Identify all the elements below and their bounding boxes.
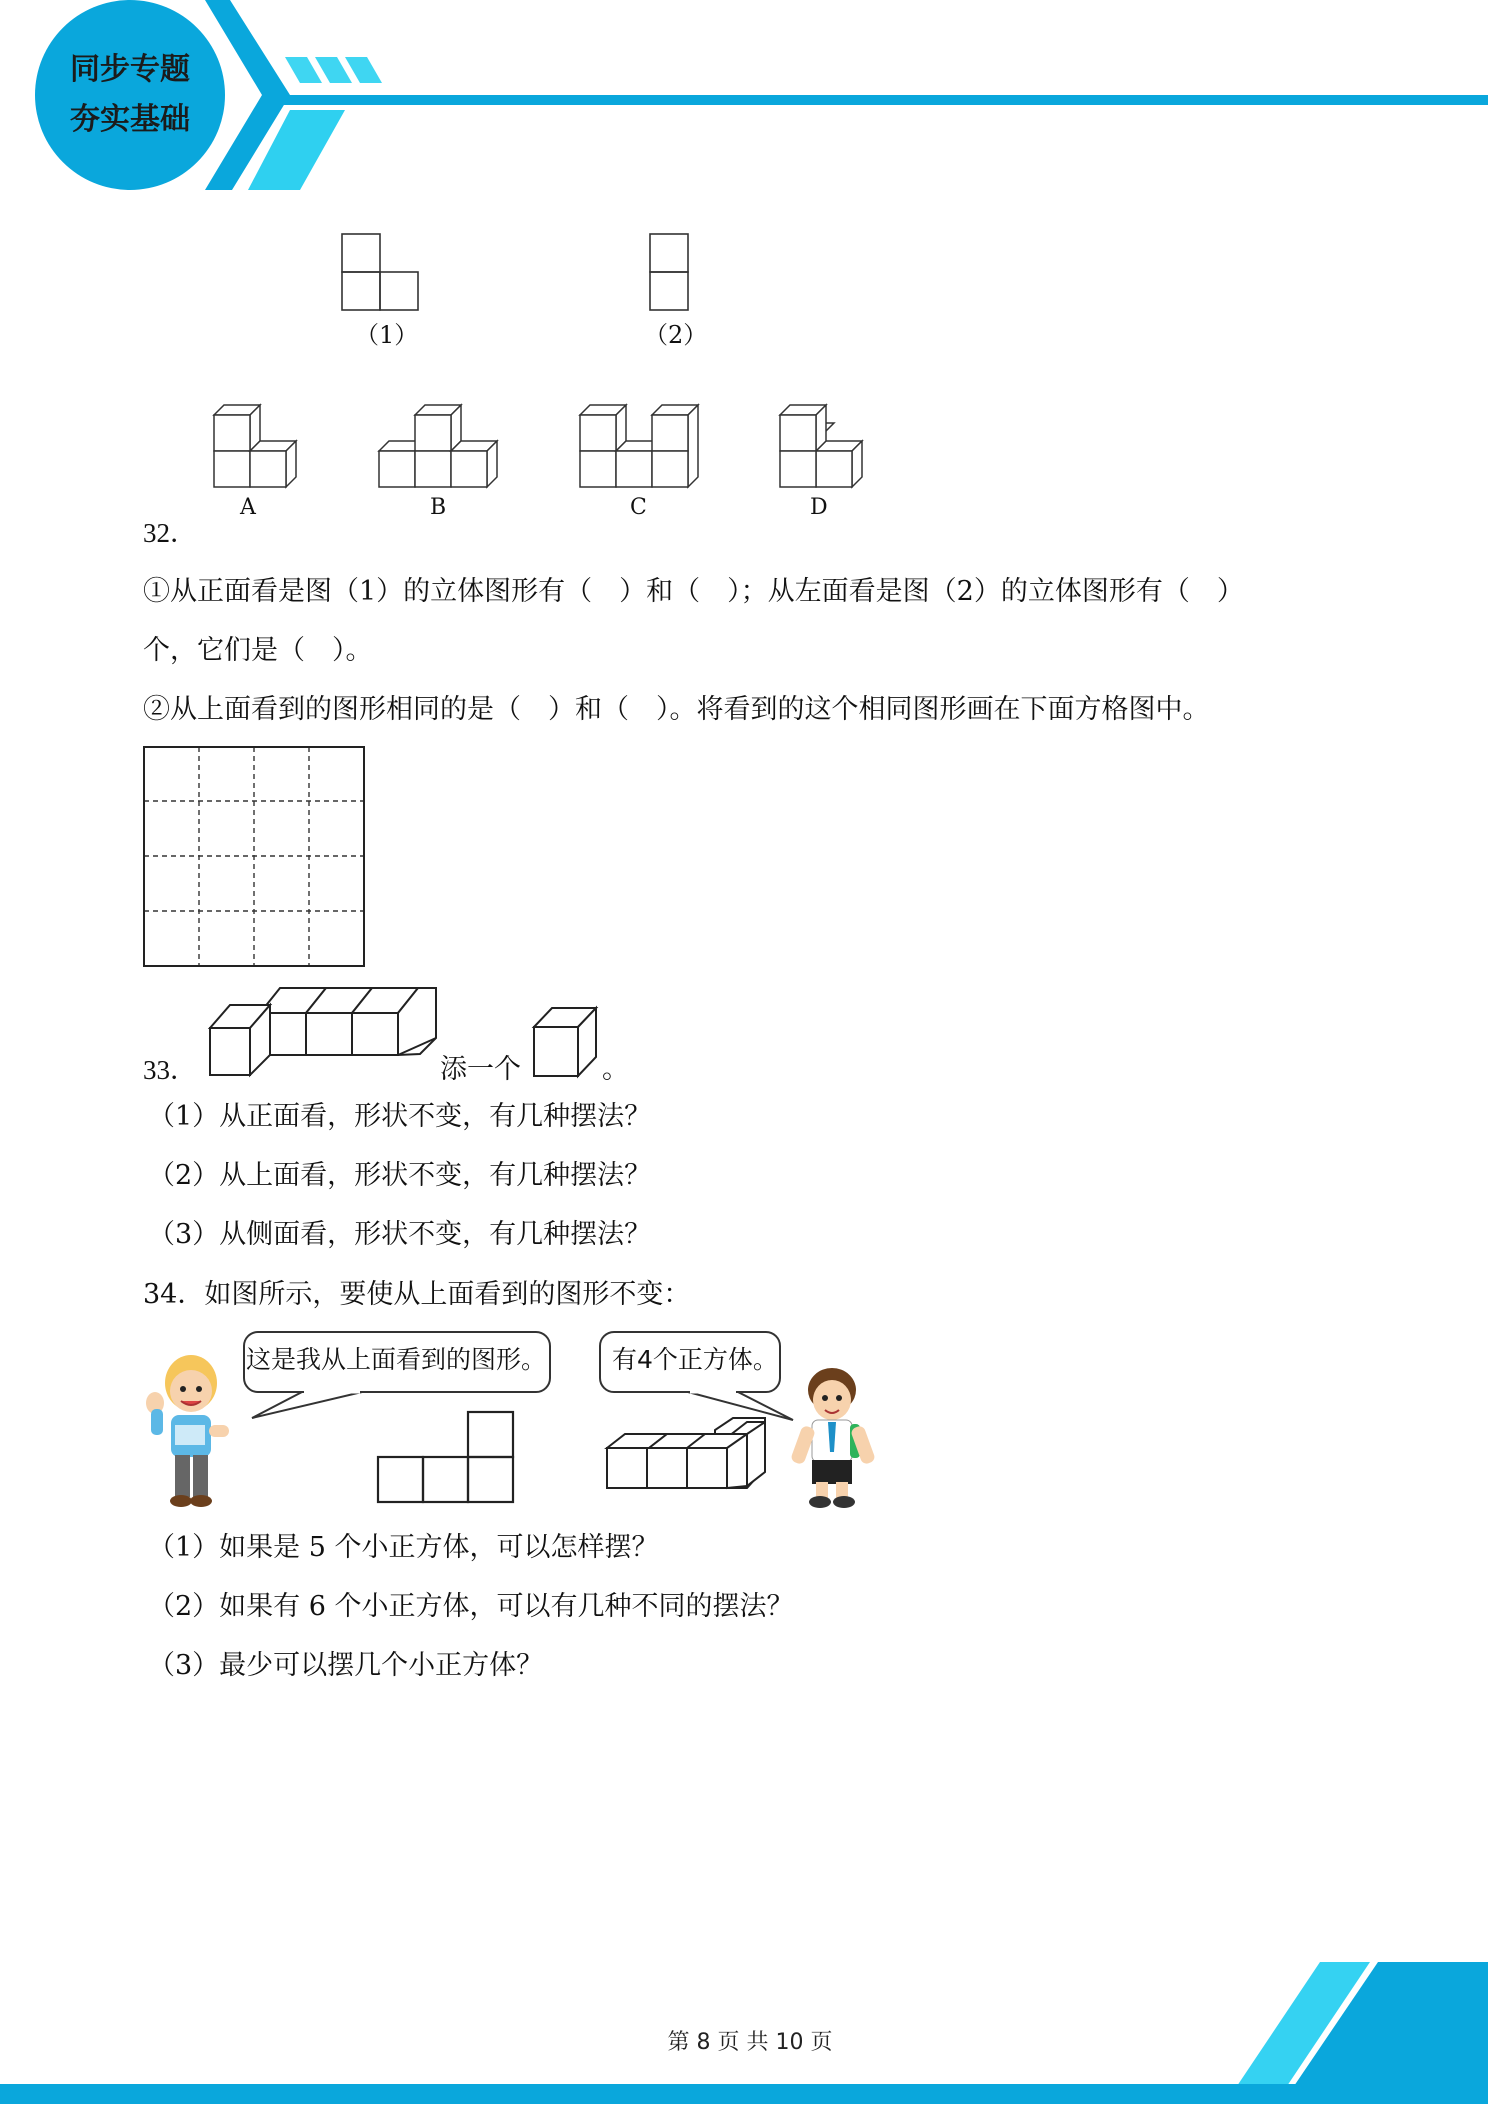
- q34-intro: 34．如图所示，要使从上面看到的图形不变：: [143, 1279, 691, 1310]
- q33-cube-row-figure: [208, 983, 438, 1083]
- q32-answer-grid[interactable]: [143, 746, 367, 968]
- q34-item-2: （2）如果有 6 个小正方体，可以有几种不同的摆法？: [148, 1591, 794, 1622]
- q33-item-1: （1）从正面看，形状不变，有几种摆法？: [148, 1101, 652, 1132]
- header-badge: [35, 0, 225, 190]
- q34-item-1: （1）如果是 5 个小正方体，可以怎样摆？: [148, 1532, 659, 1563]
- q33-item-2: （2）从上面看，形状不变，有几种摆法？: [148, 1160, 652, 1191]
- boy-left-illustration: [143, 1345, 233, 1510]
- badge-line1: 同步专题: [70, 52, 190, 87]
- footer-page-number: 第 8 页 共 10 页: [667, 2030, 833, 2055]
- q32-option-a-label: A: [240, 495, 256, 520]
- q32-line2: 个，它们是（ ）。: [143, 635, 373, 666]
- q32-view-label-2: （2）: [644, 321, 708, 349]
- q33-item-3: （3）从侧面看，形状不变，有几种摆法？: [148, 1219, 652, 1250]
- q33-single-cube: [530, 1005, 600, 1080]
- q32-view-label-1: （1）: [355, 321, 419, 349]
- q32-option-c-label: C: [630, 495, 647, 520]
- q33-mid-text: 添一个: [440, 1054, 521, 1085]
- q32-option-d-figure: [778, 403, 888, 498]
- q34-cube-stack-figure: [605, 1428, 775, 1518]
- q34-top-view-figure: [376, 1410, 521, 1515]
- q34-item-3: （3）最少可以摆几个小正方体？: [148, 1650, 544, 1681]
- speech-bubble-left-text: 这是我从上面看到的图形。: [246, 1345, 547, 1374]
- q32-option-a-figure: [212, 403, 322, 498]
- q32-view-1: [340, 230, 430, 325]
- q32-option-d-label: D: [810, 495, 828, 520]
- q32-number: 32．: [143, 518, 197, 548]
- q32-option-c-figure: [578, 403, 708, 498]
- badge-line2: 夯实基础: [70, 102, 190, 137]
- q32-view-2: [648, 230, 708, 325]
- q33-end-text: 。: [602, 1054, 629, 1085]
- q32-option-b-label: B: [430, 495, 447, 520]
- q32-line1: ①从正面看是图（1）的立体图形有（ ）和（ ）；从左面看是图（2）的立体图形有（ ）: [143, 576, 1244, 607]
- q32-line3: ②从上面看到的图形相同的是（ ）和（ ）。将看到的这个相同图形画在下面方格图中。: [143, 694, 1210, 725]
- speech-bubble-right-text: 有4个正方体。: [612, 1345, 778, 1374]
- q33-number: 33．: [143, 1055, 197, 1085]
- boy-right-illustration: [782, 1362, 882, 1512]
- q32-option-b-figure: [377, 403, 507, 498]
